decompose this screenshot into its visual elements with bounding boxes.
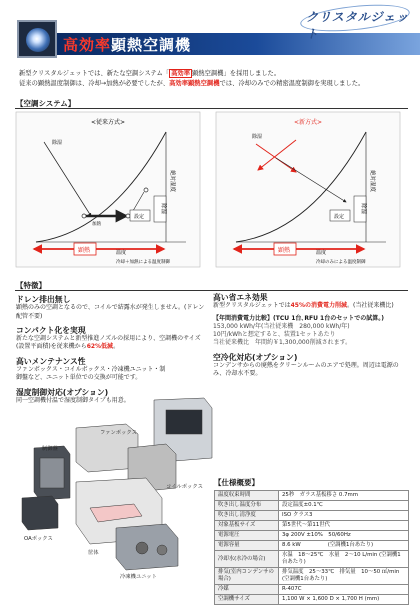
old-temp-axis: 温度: [116, 250, 127, 256]
calc-title: 【年間消費電力比較】(TCU 1台､RFU 1台のセットでの試算。): [213, 314, 384, 322]
spec-value: 3φ 200V ±10% 50/60Hz: [279, 531, 409, 541]
label-frame: 筐体: [88, 550, 99, 556]
feature-2-body-a: 新たな空調システムと新型推進ノズルの採用により、空調機のサイズ(設置平面積)を従来機から: [16, 335, 201, 351]
calc-line-2: 10円/kWhと想定すると、装置1セットあたり: [213, 331, 336, 339]
features-column: [16, 294, 208, 411]
old-dehumid-box: 除湿: [160, 203, 166, 215]
header-emblem: [17, 20, 57, 58]
calc-line3-a: 当社従来機比: [213, 339, 250, 347]
label-refrigerator-unit: 冷凍機ユニット: [120, 574, 157, 580]
new-sensible-label: 顕熱: [278, 247, 291, 254]
spec-table: [214, 490, 409, 605]
old-caption: <従来方式>: [90, 119, 126, 126]
feature-4-body: 同一空調機付温で湿度制御タイプも用意。: [16, 396, 130, 404]
spec-value: 8.6 kW (空調機1台あたり): [279, 541, 409, 551]
system-diagrams: [16, 112, 408, 270]
page-title: [63, 34, 191, 55]
psychrometric-diagrams: [16, 112, 408, 270]
spec-key: 温度収束時間: [215, 491, 279, 501]
spec-value: 水温 18〜25℃ 水量 2〜10 L/min (空調機1台あたり): [279, 551, 409, 568]
intro-line2-a: 従来の顕熱温度制御は、冷却→加熱が必要でしたが、: [19, 80, 170, 87]
features-section-label: 【特徴】: [16, 281, 46, 290]
old-note: 冷却＋加熱による温度制御: [116, 260, 170, 265]
new-setpoint: 設定: [334, 214, 345, 220]
energy-body: [213, 302, 409, 310]
feature-2-title: コンパクト化を実現: [16, 325, 86, 335]
table-row: [215, 511, 409, 521]
spec-key: 冷媒: [215, 585, 279, 595]
header: [0, 0, 420, 70]
title-accent: 高効率: [63, 36, 112, 54]
feature-2-highlight: 62%低減: [86, 343, 114, 351]
energy-body-a: 新型クリスタルジェットでは: [213, 302, 291, 310]
old-setpoint: 設定: [134, 214, 145, 220]
spec-value: 第5世代〜第11世代: [279, 521, 409, 531]
table-row: [215, 541, 409, 551]
table-row: [215, 595, 409, 605]
spec-value: 25秒 ガラス基板移さ 0.7mm: [279, 491, 409, 501]
spec-value: ISO クラス3: [279, 511, 409, 521]
intro-text: [19, 69, 409, 89]
unit-exploded-illustration: [16, 398, 216, 578]
new-temp-axis: 温度: [316, 250, 327, 256]
spec-key: 吹き出し清浄度: [215, 511, 279, 521]
feature-4-title: 湿度制御対応(オプション): [16, 387, 109, 397]
old-dehumid-label: 除湿: [52, 140, 63, 146]
new-caption: <新方式>: [293, 119, 323, 126]
system-section-rule: [15, 108, 408, 109]
intro-line-2: [19, 79, 409, 89]
table-row: [215, 531, 409, 541]
label-control-panel: 制御盤: [42, 446, 58, 452]
emblem-disc-icon: [26, 28, 50, 52]
new-note: 冷却のみによる温度制御: [316, 260, 366, 265]
calc-line3-b: 年間約￥1,300,000削減されます。: [255, 339, 352, 347]
table-row: [215, 501, 409, 511]
system-section-label: 【空調システム】: [16, 99, 76, 108]
spec-key: 対象基板サイズ: [215, 521, 279, 531]
spec-key: 排気(室内コンデンサの場合): [215, 568, 279, 585]
title-rest: 顕熱空調機: [111, 36, 192, 54]
label-fan-box: ファンボックス: [100, 430, 137, 436]
table-row: [215, 585, 409, 595]
intro-line1-a: 新型クリスタルジェットでは、新たな空調システム「: [19, 70, 170, 77]
spec-key: 冷却水(水冷の場合): [215, 551, 279, 568]
energy-column: [213, 294, 409, 383]
table-row: [215, 521, 409, 531]
spec-key: 電源容量: [215, 541, 279, 551]
features-section-rule: [15, 290, 408, 291]
feature-1-title: ドレン排出無し: [16, 295, 71, 304]
old-humidity-axis: 絶対湿度: [169, 170, 175, 193]
energy-highlight: 45%の消費電力削減: [290, 302, 347, 310]
feature-3-title: 高いメンテナンス性: [16, 356, 86, 366]
label-oa-box: OAボックス: [24, 536, 53, 542]
label-coil-box: コイルボックス: [166, 484, 203, 490]
intro-line1-highlight: 高効率: [171, 70, 190, 77]
calc-line-1: 153,000 kWh/年(当社従来機 280,000 kWh/年): [213, 322, 350, 330]
new-dehumid-box: 除湿: [360, 203, 366, 215]
new-method-diagram: [216, 112, 400, 267]
table-row: [215, 568, 409, 585]
new-dehumid-label: 除湿: [252, 134, 263, 140]
table-row: [215, 551, 409, 568]
spec-value: 1,100 W × 1,600 D × 1,700 H (mm): [279, 595, 409, 605]
spec-value: 設定温度±0.1℃: [279, 501, 409, 511]
old-sensible-label: 顕熱: [78, 247, 91, 254]
clean-body: コンデンサからの廃熱をクリーンルームのエアで処理。周辺は電源のみ、冷却水不要。: [213, 362, 399, 378]
spec-key: 吹き出し温度分布: [215, 501, 279, 511]
intro-line2-highlight: 高効率顕熱空調機: [169, 80, 220, 87]
intro-line2-b: では、冷却のみでの精密温度制御を実現しました。: [219, 80, 365, 87]
old-method-diagram: [16, 112, 200, 267]
brand-logo: クリスタルジェット: [306, 10, 410, 41]
spec-key: 電源電圧: [215, 531, 279, 541]
table-row: [215, 491, 409, 501]
feature-2-body-b: 。: [113, 343, 120, 351]
intro-line1-b: 顕熱空調機」を採用しました。: [191, 70, 281, 77]
calc-line-3: [213, 339, 409, 347]
spec-value: R-407C: [279, 585, 409, 595]
new-humidity-axis: 絶対湿度: [369, 170, 375, 193]
energy-calc: [213, 315, 409, 348]
feature-2-body: [16, 335, 208, 352]
energy-title: 高い省エネ効果: [213, 293, 268, 302]
spec-value: 排気温度 25〜33℃ 排気量 10〜50 ㎥/min (空調機1台あたり): [279, 568, 409, 585]
clean-title: 空冷化対応(オプション): [213, 352, 298, 362]
spec-key: 空調機サイズ: [215, 595, 279, 605]
energy-body-b: 。(当社従来機比): [347, 302, 394, 310]
feature-3-body: ファンボックス・コイルボックス・冷凍機ユニット・制御盤など、ユニット単位での交換が可能です。: [16, 366, 166, 382]
intro-line-1: [19, 69, 409, 79]
spec-section-label: 【仕様概要】: [214, 478, 259, 487]
feature-1-body: 顕熱のみの空調となるので、コイルで結露水が発生しません。(ドレン配管不要): [16, 304, 205, 320]
old-heating-label: 加熱: [92, 222, 101, 227]
